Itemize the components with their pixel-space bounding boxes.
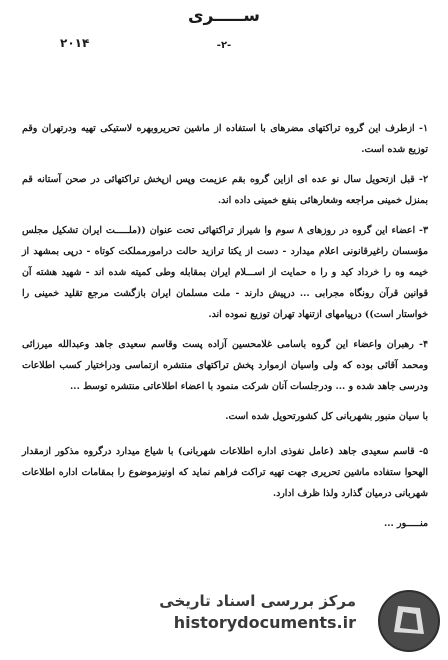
page-number: -۲- [216, 40, 232, 51]
paragraph-4-continued: با سیان منبور بشهربانی کل کشورتحویل شده است. [225, 411, 428, 422]
paragraph-4: ۴- رهبران واعضاء این گروه باسامی غلامحسین آزاده پست وقاسم سعیدی جاهد وعبدالله میرزائی ومحمد آقائی بوده که ولی واسیان ازموارد پخش تراکتهای منتشره ازتماسی ودراختیار کسب اطلاعات ودرسی جاهد شده و ... ودرجلسات آنان شرکت منمود با اعضاء اطلاعاتی منتشره توسط ... [22, 339, 428, 392]
paragraph-closing: منـــــور ... [383, 518, 428, 529]
document-number: ۲۰۱۴ [60, 36, 90, 50]
paragraph-3: ۳- اعضاء این گروه در روزهای ۸ سوم وا شیراز تراکتهائی تحت عنوان ((ملـــــت ایران تشکیل مجلس مؤسسان راغیرقانونی اعلام میدارد - دست از یکتا ترازید حالت درامورمملکت کوتاه - درپی بمشهد از خیمه وه را خرداد کید و را ه حمایت از اســـلام ایران بمقابله وطی کمیته شده اند - شهید هشته آن قوانین قرآن رونگاه مجرابی ... درپیش دارند - ملت مسلمان ایران بازگشت مرجع تقلید خمینی را خواستار است)) درپیامهای ازتنهاد تهران توزیع نموده اند. [22, 225, 428, 320]
document-body [22, 118, 428, 543]
archive-name: مرکز بررسی اسناد تاریخی [159, 592, 356, 610]
archive-logo-icon [376, 588, 442, 654]
paragraph-5: ۵- قاسم سعیدی جاهد (عامل نفوذی اداره اطلاعات شهربانی) با شیاع میدارد درگروه مذکور ازمقدار الهحوا ستفاده ماشین تحریری جهت تهیه تراکت فراهم نماید که اونیزموضوع را بمقامات اداره اطلاعات شهربانی درمیان گذارد ولذا ظرف ادارد. [22, 446, 428, 499]
archive-watermark [142, 590, 442, 652]
paragraph-1: ۱- ازطرف این گروه تراکتهای مضرهای با استفاده از ماشین تحریروبهره لاستیکی تهیه ودرتهران وقم توزیع شده است. [22, 123, 428, 155]
archive-url: historydocuments.ir [173, 613, 356, 632]
paragraph-2: ۲- قبل ازتحویل سال نو عده ای ازاین گروه بقم عزیمت وپس ازپخش تراکتهائی در صحن آستانه قم بمنزل خمینی مراجعه وشعارهائی بنفع خمینی داده اند. [22, 174, 428, 206]
classification-stamp: ســـــری [188, 6, 260, 26]
